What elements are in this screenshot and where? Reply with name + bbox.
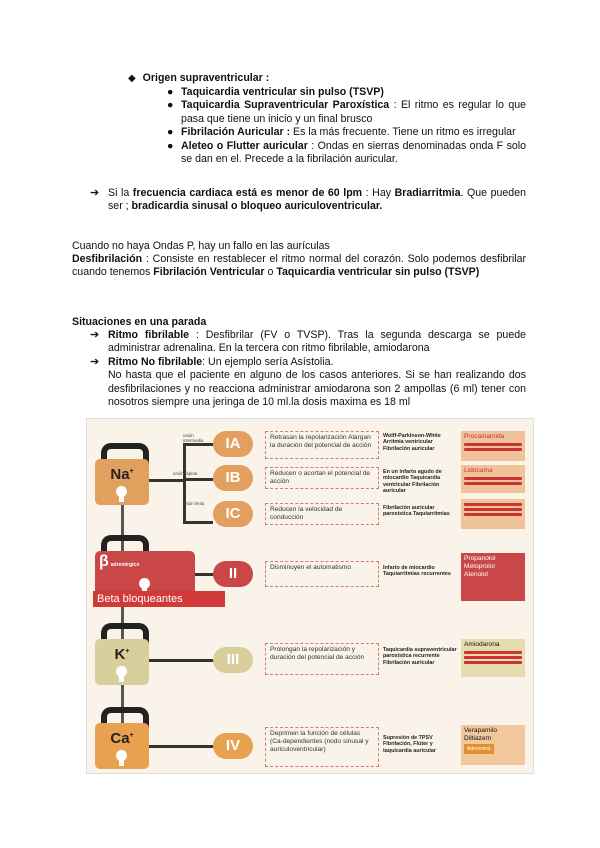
potassium-lock-icon: K+ [95,639,149,685]
arrow-bullet-icon: ➔ [90,187,100,199]
shockable-rhythm-item: ➔ Ritmo fibrilable : Desfibrilar (FV o TVSP). Tras la segunda descarga se puede administrar adrenalina. En la tercera con ritmo fibrilable, amiodarona [90,329,526,355]
class-ic-badge: IC [213,501,253,527]
effect-iv: Deprimen la función de células (Ca-dependientes (nodo sinusal y auriculoventricular) [265,727,379,767]
beta-adrenergic-lock-icon: βadrenérgico [95,551,195,597]
class-ib-badge: IB [213,465,253,491]
origin-title: Origen supraventricular : [142,72,270,84]
beta-blockers-banner: Beta bloqueantes [93,591,225,607]
list-item: ● Fibrilación Auricular : Es la más frecuente. Tiene un ritmo es irregular [167,126,516,139]
drug-box-ii: Propanolol Metoprolol Atenolol [461,553,525,601]
effect-iii: Prolongan la repolarización y duración del potencial de acción [265,643,379,675]
dot-bullet-icon: ● [167,126,174,139]
list-item: ● Taquicardia Supraventricular Paroxística : El ritmo es regular lo que pasa que tiene un inicio y un final brusco [167,99,526,125]
class-ia-badge: IA [213,431,253,457]
effect-ia: Retrasan la repolarización Alargan la duración del potencial de acción [265,431,379,459]
branch-label-ic: unión lenta [183,501,205,506]
indication-iii: Taquicardia supraventricular paroxística recurrente Fibrilación auricular [383,647,457,666]
dot-bullet-icon: ● [167,99,174,112]
dot-bullet-icon: ● [167,86,174,98]
arrow-bullet-icon: ➔ [90,356,100,368]
indication-ib: En un infarto agudo de miocardio Taquicardia ventricular Fibrilación auricular [383,469,442,495]
indication-ic: Fibrilación auricular paroxística Taquiarritmias [383,505,450,518]
drug-box-ib: Lidocaína [461,465,525,493]
p-waves-line: Cuando no haya Ondas P, hay un fallo en las aurículas [72,240,330,252]
frequency-paragraph: ➔ Si la frecuencia cardiaca está es menor de 60 lpm : Hay Bradiarritmia. Que pueden ser ; bradicardia sinusal o bloqueo auriculoventricular. [90,187,526,213]
effect-ii: Disminuyen el automatismo [265,561,379,587]
origin-list [167,86,526,166]
effect-ib: Reducen o acortan el potencial de acción [265,467,379,489]
branch-label-ib: unión rápida [173,471,198,476]
sodium-lock-icon: Na+ [95,459,149,505]
drug-box-ic [461,499,525,529]
effect-ic: Reducen la velocidad de conducción [265,503,379,525]
dot-bullet-icon: ● [167,139,174,152]
drug-box-iv: Verapamilo Diltiazem Adenosina [461,725,525,765]
class-ii-badge: II [213,561,253,587]
list-item: ● Taquicardia ventricular sin pulso (TSVP) [167,86,384,98]
calcium-lock-icon: Ca+ [95,723,149,769]
class-iii-badge: III [213,647,253,673]
indication-ia: Wolff-Parkinson-White Arritmia ventricular Fibrilación auricular [383,433,441,452]
origin-heading [128,72,269,85]
arrest-situations-title: Situaciones en una parada [72,316,207,328]
arrow-bullet-icon: ➔ [90,329,100,341]
indication-ii: Infarto de miocardio Taquiarritmias recurrentes [383,565,451,578]
drug-box-ia: Procainamida [461,431,525,461]
branch-label-ia: unión intermedia [183,433,204,443]
indication-iv: Supresión de TPSV Fibrilación, Flúter y taquicardia auricular [383,735,437,754]
non-shockable-rhythm-item: ➔ Ritmo No fibrilable: Un ejemplo sería Asístolia. No hasta que el paciente en alguno de los casos anteriores. Si se han realizando dos desfibrilaciones y no reacciona administrar amiodarona son 2 ampollas (6 ml) tener con nosotros siempre una jeringa de 10 ml.la dosis maxima es 18 ml [90,356,526,409]
defibrillation-paragraph: Desfibrilación : Consiste en restablecer el ritmo normal del corazón. Solo podemos desfibrilar cuando tenemos Fibrilación Ventricular o Taquicardia ventricular sin pulso (TSVP) [72,253,526,279]
antiarrhythmic-classification-figure [86,418,534,774]
drug-box-iii: Amiodarona [461,639,525,677]
adenosine-tag: Adenosina [464,744,494,754]
class-iv-badge: IV [213,733,253,759]
list-item: ● Aleteo o Flutter auricular : Ondas en sierras denominadas onda F solo se dan en el. Precede a la fibrilación auricular. [167,139,526,166]
diamond-bullet-icon: ◆ [128,73,136,84]
